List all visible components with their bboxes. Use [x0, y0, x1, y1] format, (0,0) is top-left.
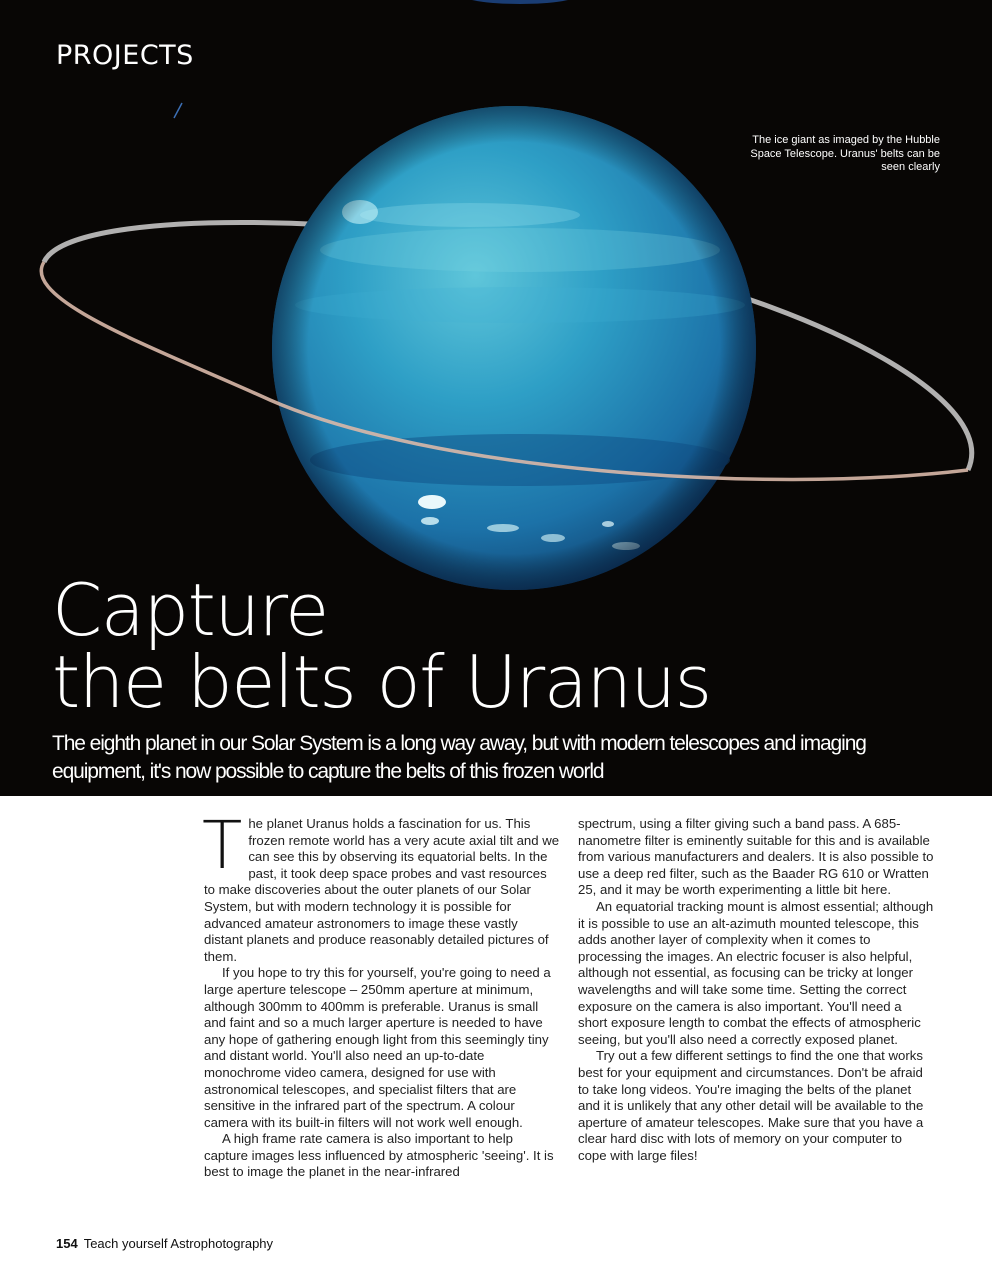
- body-paragraph: spectrum, using a filter giving such a band pass. A 685-nanometre filter is eminently suitable for this and is available from various manufacturers and dealers. It is also possible to use a deep red filter, such as the Baader RG 610 or Wratten 25, and it may be worth experimenting a little bit here.: [578, 816, 934, 898]
- body-paragraph: An equatorial tracking mount is almost essential; although it is possible to use an alt-azimuth mounted telescope, this adds another layer of complexity when it comes to processing the images. An electric focuser is also helpful, although not essential, as focusing can be tricky at longer wavelengths and will take some time. Setting the correct exposure on the camera is also important. You'll need a short exposure length to combat the effects of atmospheric seeing, but you'll also need a correctly exposed planet.: [578, 898, 934, 1047]
- body-column-left: [202, 807, 560, 1181]
- article-title: [52, 568, 711, 724]
- body-paragraph: [202, 807, 560, 965]
- section-label: PROJECTS: [56, 40, 194, 71]
- body-paragraph: If you hope to try this for yourself, you're going to need a large aperture telescope – 250mm aperture at minimum, although 300mm to 400mm is preferable. Uranus is small and faint and so a much larger aperture is needed to have any hope of gathering enough light from this seemingly tiny and distant world. You'll also need an up-to-date monochrome video camera, designed for use with astronomical telescopes, and specialist filters that are sensitive in the infrared part of the spectrum. A colour camera with its built-in filters will not work well enough.: [204, 965, 551, 1130]
- title-line-2: the belts of Uranus: [52, 640, 711, 724]
- page-number: 154: [56, 1236, 78, 1251]
- body-column-right: [578, 816, 934, 1164]
- body-paragraph: A high frame rate camera is also important to help capture images less influenced by atmospheric 'seeing'. It is best to image the planet in the near-infrared: [204, 1131, 554, 1180]
- page-footer: [56, 1236, 273, 1251]
- image-caption: The ice giant as imaged by the Hubble Space Telescope. Uranus' belts can be seen clearly: [750, 134, 940, 173]
- standfirst: The eighth planet in our Solar System is a long way away, but with modern telescopes and imaging equipment, it's now possible to capture the belts of this frozen world: [52, 732, 866, 783]
- drop-cap: T: [202, 807, 243, 884]
- body-paragraph: Try out a few different settings to find the one that works best for your equipment and circumstances. Don't be afraid to take long videos. You're imaging the belts of the planet and it is unlikely that any other detail will be available to the aperture of amateur telescopes. Make sure that you have a clear hard disc with lots of memory on your computer to cope with large files!: [578, 1048, 924, 1163]
- title-line-1: Capture: [52, 568, 328, 652]
- publication-name: Teach yourself Astrophotography: [83, 1236, 274, 1251]
- paragraph-text: he planet Uranus holds a fascination for us. This frozen remote world has a very acute axial tilt and we can see this by observing its equatorial belts. In the past, it took deep space probes and vast resources to make discoveries about the outer planets of our Solar System, but with modern technology it is possible for advanced amateur astronomers to image these vastly distant planets and produce reasonably detailed pictures of them.: [204, 816, 560, 964]
